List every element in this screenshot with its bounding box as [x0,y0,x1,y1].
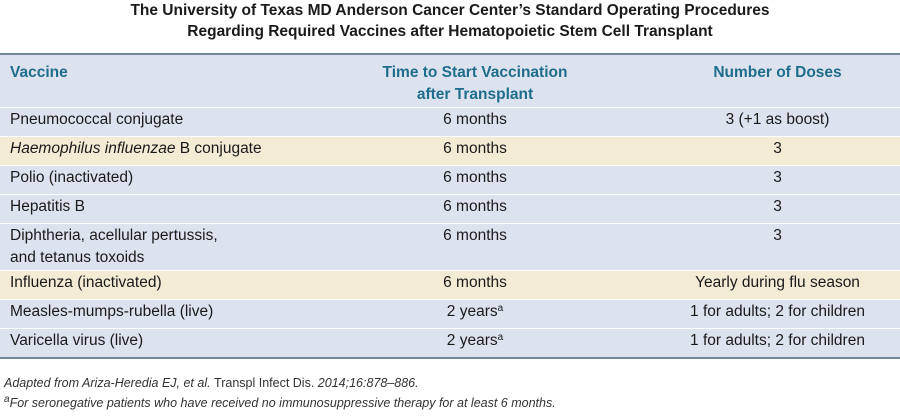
cell-vaccine: Polio (inactivated) [10,169,134,186]
cell-vaccine: Varicella virus (live) [10,332,144,349]
cell-vaccine-italic: Haemophilus influenzae [10,140,176,157]
cell-vaccine: Pneumococcal conjugate [10,111,184,128]
table-row [0,299,900,328]
cell-time: 6 months [443,198,507,215]
header-number-of-doses: Number of Doses [713,64,842,81]
cell-doses: 3 (+1 as boost) [725,111,830,128]
title-line-1: The University of Texas MD Anderson Cancer Center’s Standard Operating Procedures [130,2,770,19]
cell-doses: 3 [773,169,782,186]
cell-time: 6 months [443,140,507,157]
cell-vaccine: Influenza (inactivated) [10,274,162,291]
cell-vaccine-line-2: and tetanus toxoids [10,249,145,266]
table-row [0,270,900,299]
table-row [0,328,900,357]
title-line-2: Regarding Required Vaccines after Hematopoietic Stem Cell Transplant [187,23,713,40]
table-row [0,223,900,270]
cell-time-value: 2 years [446,332,498,349]
source-suffix: 2014;16:878–886. [314,376,419,390]
table-header-row [0,55,900,107]
cell-doses: 3 [773,227,782,244]
source-prefix: Adapted from Ariza-Heredia EJ, et al. [4,376,215,390]
cell-time [300,330,640,352]
cell-time [300,301,640,323]
cell-vaccine: Measles-mumps-rubella (live) [10,303,214,320]
header-time-line-1: Time to Start Vaccination [382,64,568,81]
cell-vaccine: Hepatitis B [10,198,85,215]
cell-doses: 1 for adults; 2 for children [690,303,865,320]
cell-time-value: 2 years [446,303,498,320]
table-title [0,0,900,42]
table-row [0,165,900,194]
footnote-marker: a [497,332,504,343]
source-citation [0,376,900,390]
cell-vaccine-rest: B conjugate [175,140,262,157]
cell-vaccine-line-1: Diphtheria, acellular pertussis, [10,227,218,244]
source-journal: Transpl Infect Dis. [214,376,315,390]
cell-doses: Yearly during flu season [695,274,860,291]
header-time-line-2: after Transplant [416,86,534,103]
header-time-to-start [300,55,640,106]
table-bottom-rule [0,357,900,359]
footnote-text: For seronegative patients who have received no immunosuppressive therapy for at least 6 months. [9,396,556,410]
header-vaccine: Vaccine [10,64,68,81]
table-row [0,194,900,223]
cell-doses: 3 [773,140,782,157]
cell-time: 6 months [443,169,507,186]
table-row [0,136,900,165]
vaccine-table [0,53,900,359]
cell-time: 6 months [443,227,507,244]
footnote-marker: a [497,303,504,314]
cell-time: 6 months [443,111,507,128]
cell-doses: 1 for adults; 2 for children [690,332,865,349]
cell-doses: 3 [773,198,782,215]
cell-time: 6 months [443,274,507,291]
cell-vaccine [0,225,300,269]
footnote-marker: a [4,394,10,405]
footnote [0,396,900,410]
cell-vaccine [0,138,300,160]
table-notes [0,376,900,410]
table-row [0,107,900,136]
